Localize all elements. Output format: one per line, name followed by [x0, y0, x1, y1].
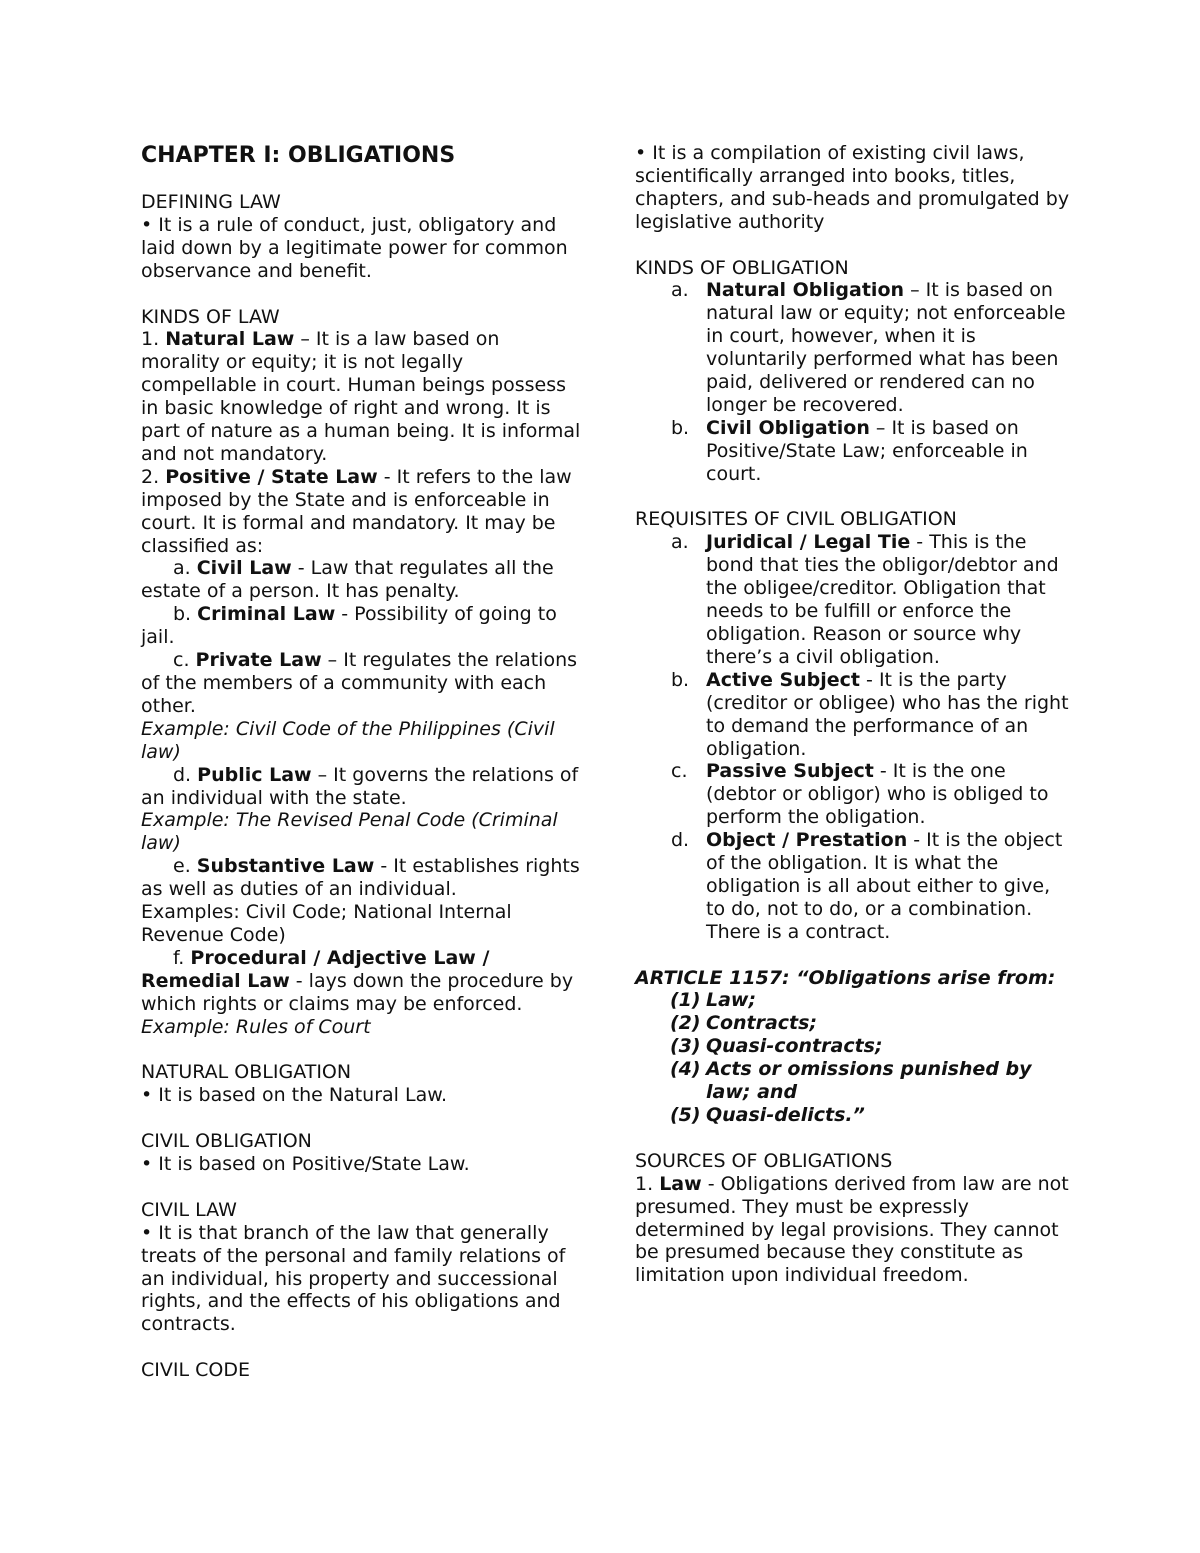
- civil-obligation-text: • It is based on Positive/State Law.: [141, 1153, 470, 1176]
- positive-law-term: Positive / State Law: [165, 465, 378, 488]
- article-1157-list: [635, 989, 1075, 1126]
- kinds-of-law-heading: KINDS OF LAW: [141, 305, 280, 328]
- kinds-of-obligation-list: [635, 279, 1075, 485]
- list-item: (5) Quasi-delicts.”: [670, 1104, 865, 1127]
- list-item: (2) Contracts;: [670, 1012, 818, 1035]
- kinds-of-obligation-heading: KINDS OF OBLIGATION: [635, 256, 849, 279]
- natural-obligation-heading: NATURAL OBLIGATION: [141, 1061, 352, 1084]
- public-law-item: d. Public Law – It governs the relations of an individual with the state.: [141, 763, 579, 809]
- positive-law-item: 2. Positive / State Law - It refers to the law imposed by the State and is enforceable in court. It is formal and mandatory. It may be classified as:: [141, 465, 572, 557]
- defining-law-heading: DEFINING LAW: [141, 191, 281, 213]
- right-column: [635, 0, 1075, 1287]
- procedural-law-example: Example: Rules of Court: [141, 1015, 371, 1038]
- substantive-law-example: Examples: Civil Code; National Internal Revenue Code): [141, 901, 512, 946]
- criminal-law-term: Criminal Law: [197, 603, 336, 626]
- chapter-title: CHAPTER I: OBLIGATIONS: [141, 143, 456, 168]
- list-item: b. Civil Obligation – It is based on Positive/State Law; enforceable in court.: [671, 416, 1028, 485]
- list-item: c. Passive Subject - It is the one (debtor or obligor) who is obliged to perform the obligation.: [671, 760, 1049, 829]
- defining-law-text: • It is a rule of conduct, just, obligatory and laid down by a legitimate power for common observance and benefit.: [141, 213, 568, 282]
- article-1157-intro: ARTICLE 1157: “Obligations arise from:: [635, 966, 1056, 989]
- natural-obligation-text: • It is based on the Natural Law.: [141, 1084, 448, 1107]
- natural-law-term: Natural Law: [165, 328, 295, 351]
- civil-obligation-heading: CIVIL OBLIGATION: [141, 1130, 312, 1153]
- list-item: a. Natural Obligation – It is based on natural law or equity; not enforceable in court, however, when it is voluntarily performed what has been paid, delivered or rendered can no longer be recovered.: [671, 279, 1066, 416]
- list-item: a. Juridical / Legal Tie - This is the bond that ties the obligor/debtor and the obligee/creditor. Obligation that needs to be fulfill or enforce the obligation. Reason or source why there’s a civil obligation.: [671, 531, 1059, 668]
- requisites-list: [635, 531, 1075, 943]
- list-item: (1) Law;: [670, 989, 757, 1012]
- private-law-term: Private Law: [195, 649, 322, 672]
- procedural-law-item: f. Procedural / Adjective Law / Remedial Law - lays down the procedure by which rights or claims may be enforced.: [141, 946, 574, 1015]
- civil-code-text: • It is a compilation of existing civil laws, scientifically arranged into books, titles, chapters, and sub-heads and promulgated by legislative authority: [635, 142, 1070, 233]
- list-item: d. Object / Prestation - It is the object of the obligation. It is what the obligation is all about either to give, to do, not to do, or a combination. There is a contract.: [671, 829, 1063, 943]
- private-law-example: Example: Civil Code of the Philippines (Civil law): [141, 717, 555, 763]
- civil-code-heading: CIVIL CODE: [141, 1359, 250, 1382]
- civil-law-item: a. Civil Law - Law that regulates all the estate of a person. It has penalty.: [141, 557, 554, 603]
- substantive-law-term: Substantive Law: [196, 855, 375, 878]
- public-law-term: Public Law: [197, 763, 312, 786]
- sources-heading: SOURCES OF OBLIGATIONS: [635, 1149, 893, 1172]
- civil-law-term: Civil Law: [196, 557, 292, 580]
- list-item: (3) Quasi-contracts;: [670, 1035, 883, 1058]
- criminal-law-item: b. Criminal Law - Possibility of going to jail.: [141, 603, 557, 649]
- left-column: [141, 0, 581, 1382]
- procedural-law-term: Procedural / Adjective Law / Remedial Law: [141, 946, 490, 992]
- sources-law-term: Law: [659, 1172, 702, 1195]
- list-item: b. Active Subject - It is the party (creditor or obligee) who has the right to demand the performance of an obligation.: [671, 668, 1069, 760]
- requisites-heading: REQUISITES OF CIVIL OBLIGATION: [635, 508, 957, 531]
- sources-law-item: 1. Law - Obligations derived from law are not presumed. They must be expressly determined by legal provisions. They cannot be presumed because they constitute as limitation upon individual freedom.: [635, 1172, 1069, 1287]
- private-law-item: c. Private Law – It regulates the relations of the members of a community with each other.: [141, 649, 578, 717]
- list-item: (4) Acts or omissions punished by law; and: [670, 1058, 1032, 1104]
- civil-law-text: • It is that branch of the law that generally treats of the personal and family relations of an individual, his property and successional rights, and the effects of his obligations and contracts.: [141, 1221, 566, 1336]
- civil-law-heading: CIVIL LAW: [141, 1198, 237, 1221]
- natural-law-item: 1. Natural Law – It is a law based on morality or equity; it is not legally compellable in court. Human beings possess in basic knowledge of right and wrong. It is part of nature as a human being. It is informal and not mandatory.: [141, 328, 581, 465]
- public-law-example: Example: The Revised Penal Code (Criminal law): [141, 809, 558, 855]
- substantive-law-item: e. Substantive Law - It establishes rights as well as duties of an individual.: [141, 855, 580, 901]
